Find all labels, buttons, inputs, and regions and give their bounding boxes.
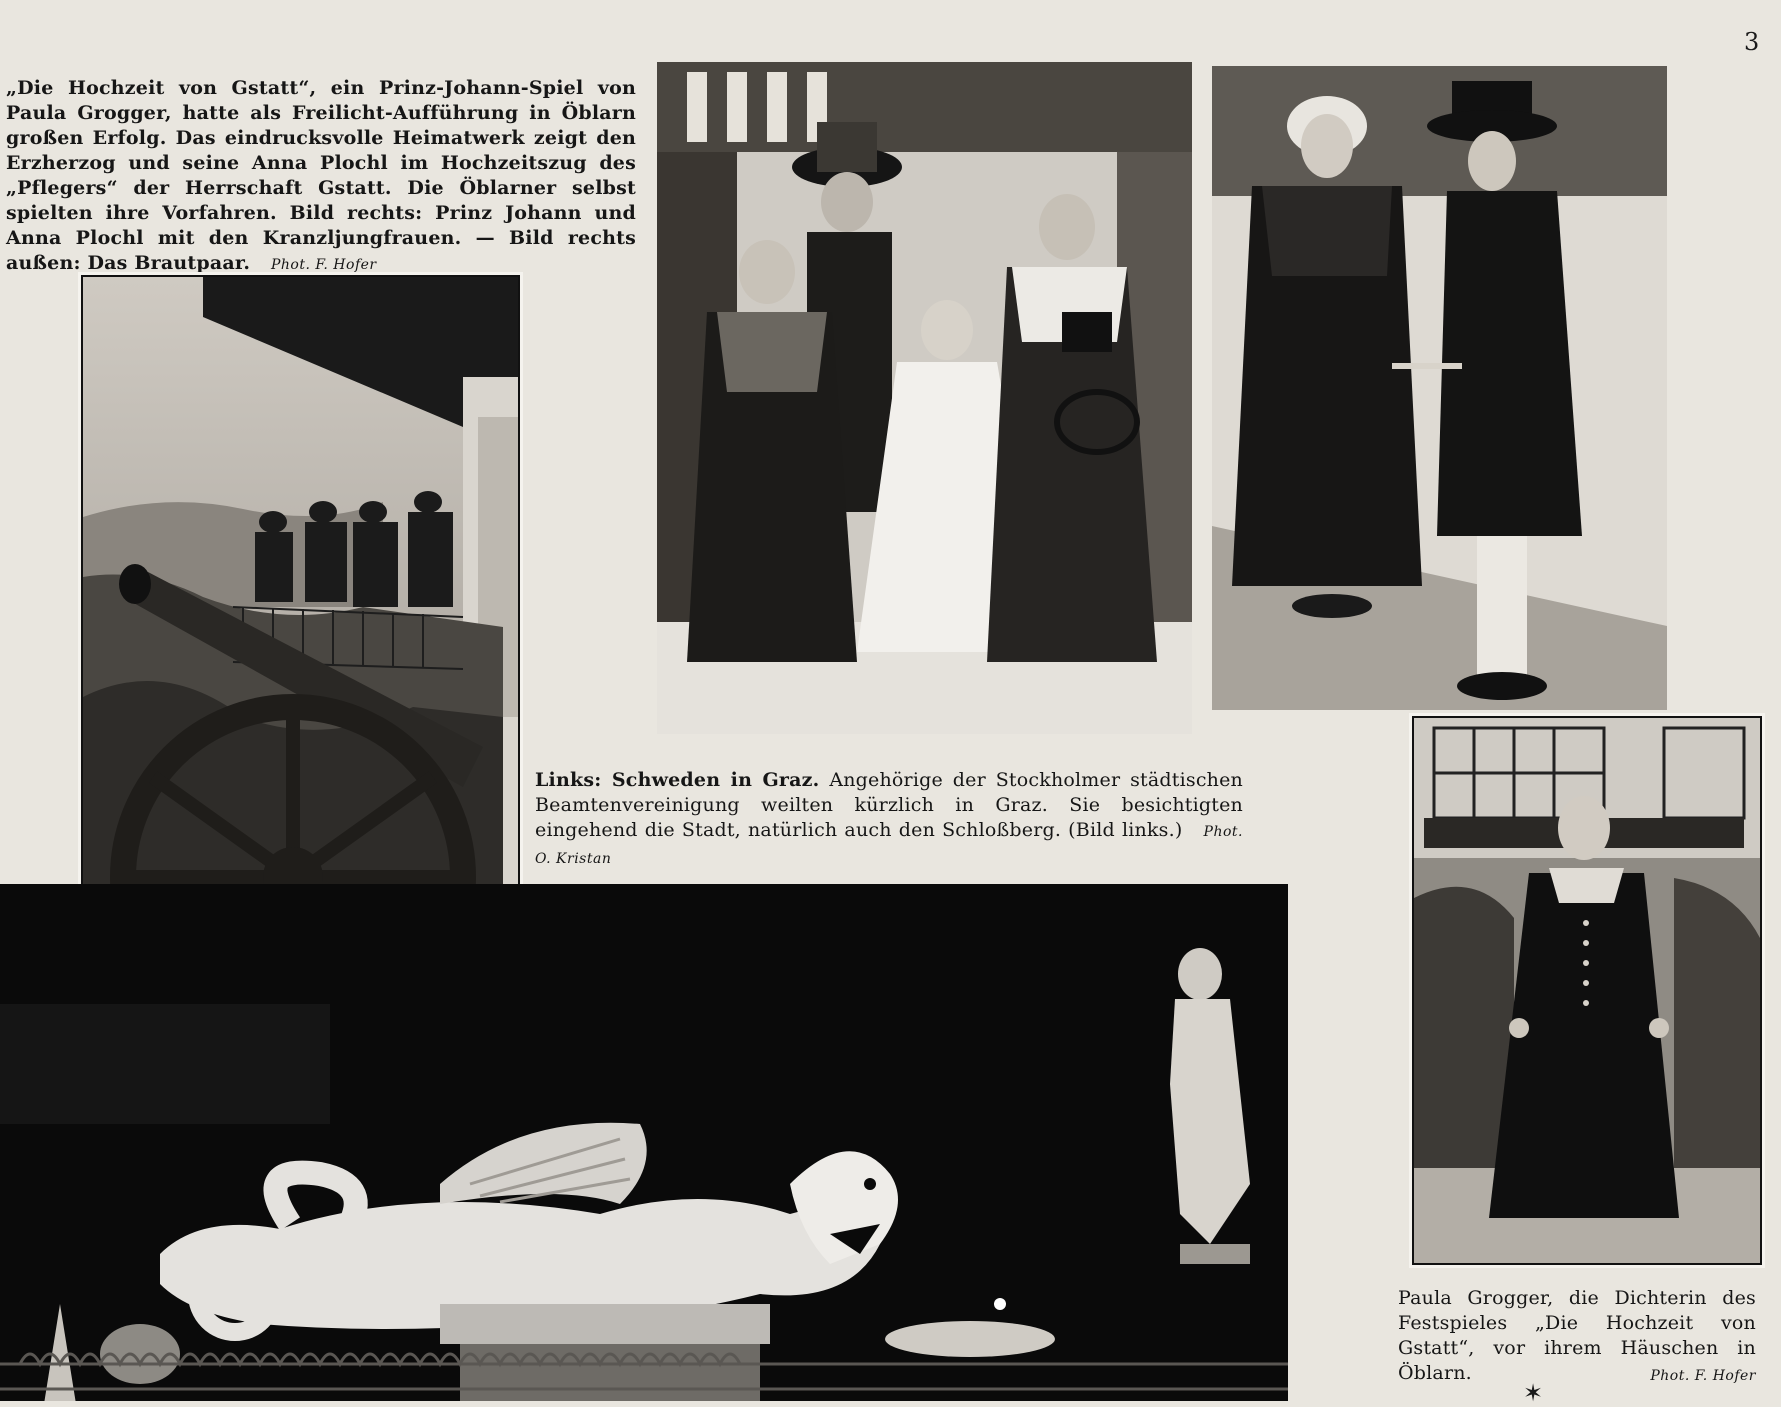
photo-credit-hofer-top: Phot. F. Hofer [270,257,377,273]
caption-swedes-text: Angehörige der Stockholmer städtischen Beamtenvereinigung weilten kürzlich in Graz. Sie besichtigten eingehend die Stadt, natürlich auch den Schloßberg. (Bild links.) [535,769,1243,841]
cannon-scene-image [83,277,518,964]
photo-bridesmaids-group [657,62,1192,734]
caption-swedes-graz [535,768,1243,872]
caption-wedding-play [6,76,636,278]
decorative-star-icon: ✶ [1523,1379,1544,1407]
caption-paula-grogger-text: Paula Grogger, die Dichterin des Festspieles „Die Hochzeit von Gstatt“, vor ihrem Häuschen in Öblarn. [1398,1287,1756,1384]
bridesmaids-scene-image [657,62,1192,734]
photo-credit-hofer-right: Phot. F. Hofer [1650,1368,1756,1384]
photo-credit-kristan: Phot. O. Kristan [535,824,1243,867]
caption-wedding-play-text: „Die Hochzeit von Gstatt“, ein Prinz-Johann-Spiel von Paula Grogger, hatte als Freilicht-Aufführung in Öblarn großen Erfolg. Das eindrucksvolle Heimatwerk zeigt den Erzherzog und seine Anna Plochl im Hochzeitszug des „Pflegers“ der Herrschaft Gstatt. Die Öblarner selbst spielten ihre Vorfahren. Bild rechts: Prinz Johann und Anna Plochl mit den Kranzljungfrauen. — Bild rechts außen: Das Brautpaar. [6,77,636,274]
bridal-couple-scene-image [1212,66,1667,710]
portrait-scene-image [1414,718,1760,1263]
photo-bridal-couple [1212,66,1667,710]
caption-paula-grogger [1398,1286,1756,1389]
page-number: 3 [1744,28,1760,56]
dragon-scene-image [0,884,1288,1401]
caption-swedes-lead: Links: Schweden in Graz. [535,769,820,791]
photo-cannon-schlossberg [81,275,520,966]
photo-paula-grogger [1412,716,1762,1265]
photo-dragon-night [0,884,1288,1401]
